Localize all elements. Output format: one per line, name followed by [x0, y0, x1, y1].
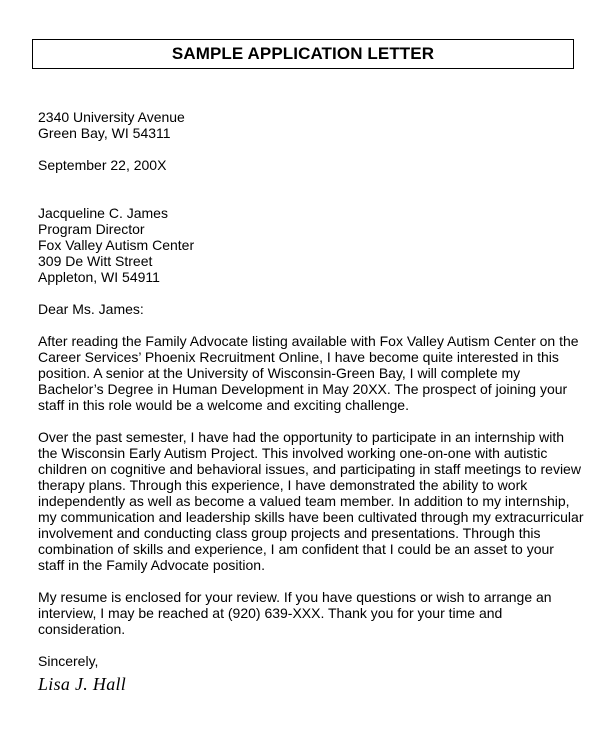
paragraph-line: Career Services’ Phoenix Recruitment Online, I have become quite interested in this: [38, 349, 559, 365]
salutation-block: [38, 301, 578, 317]
signature: Lisa J. Hall: [38, 674, 127, 694]
recipient-line: Appleton, WI 54911: [38, 269, 160, 285]
salutation: Dear Ms. James:: [38, 301, 144, 317]
sender-address-line: 2340 University Avenue: [38, 109, 185, 125]
title-box: [32, 39, 574, 69]
paragraph-line: Bachelor’s Degree in Human Development in May 20XX. The prospect of joining your: [38, 381, 568, 397]
paragraph-line: the Wisconsin Early Autism Project. This involved working one-on-one with autistic: [38, 445, 548, 461]
recipient-address: [38, 205, 578, 285]
paragraph-line: interview, I may be reached at (920) 639-XXX. Thank you for your time and: [38, 605, 503, 621]
paragraph-line: involvement and conducting class group projects and presentations. Through this: [38, 525, 541, 541]
paragraph-line: my communication and leadership skills have been cultivated through my extracurricular: [38, 509, 584, 525]
paragraph-line: children on cognitive and behavioral issues, and participating in staff meetings to review: [38, 461, 581, 477]
recipient-line: Fox Valley Autism Center: [38, 237, 195, 253]
recipient-line: Jacqueline C. James: [38, 205, 168, 221]
closing-block: [38, 653, 578, 669]
paragraph-3: [38, 589, 578, 637]
recipient-line: Program Director: [38, 221, 145, 237]
letter-body: [38, 109, 584, 685]
paragraph-line: staff in the Family Advocate position.: [38, 557, 265, 573]
paragraph-2: [38, 429, 584, 573]
letter-date-block: [38, 157, 578, 173]
sender-address-line: Green Bay, WI 54311: [38, 125, 171, 141]
letter-title: SAMPLE APPLICATION LETTER: [171, 44, 435, 63]
paragraph-line: position. A senior at the University of Wisconsin-Green Bay, I will complete my: [38, 365, 521, 381]
paragraph-line: My resume is enclosed for your review. If you have questions or wish to arrange an: [38, 589, 552, 605]
recipient-line: 309 De Witt Street: [38, 253, 153, 269]
closing: Sincerely,: [38, 653, 99, 669]
paragraph-line: staff in this role would be a welcome and exciting challenge.: [38, 397, 409, 413]
paragraph-line: After reading the Family Advocate listing available with Fox Valley Autism Center on the: [38, 333, 579, 349]
paragraph-1: [38, 333, 578, 413]
paragraph-line: Over the past semester, I have had the opportunity to participate in an internship with: [38, 429, 565, 445]
paragraph-line: therapy plans. Through this experience, I have demonstrated the ability to work: [38, 477, 528, 493]
paragraph-line: independently as well as become a valued team member. In addition to my internship,: [38, 493, 570, 509]
paragraph-line: combination of skills and experience, I am confident that I could be an asset to your: [38, 541, 554, 557]
sender-address: [38, 109, 578, 141]
paragraph-line: consideration.: [38, 621, 126, 637]
letter-date: September 22, 200X: [38, 157, 167, 173]
